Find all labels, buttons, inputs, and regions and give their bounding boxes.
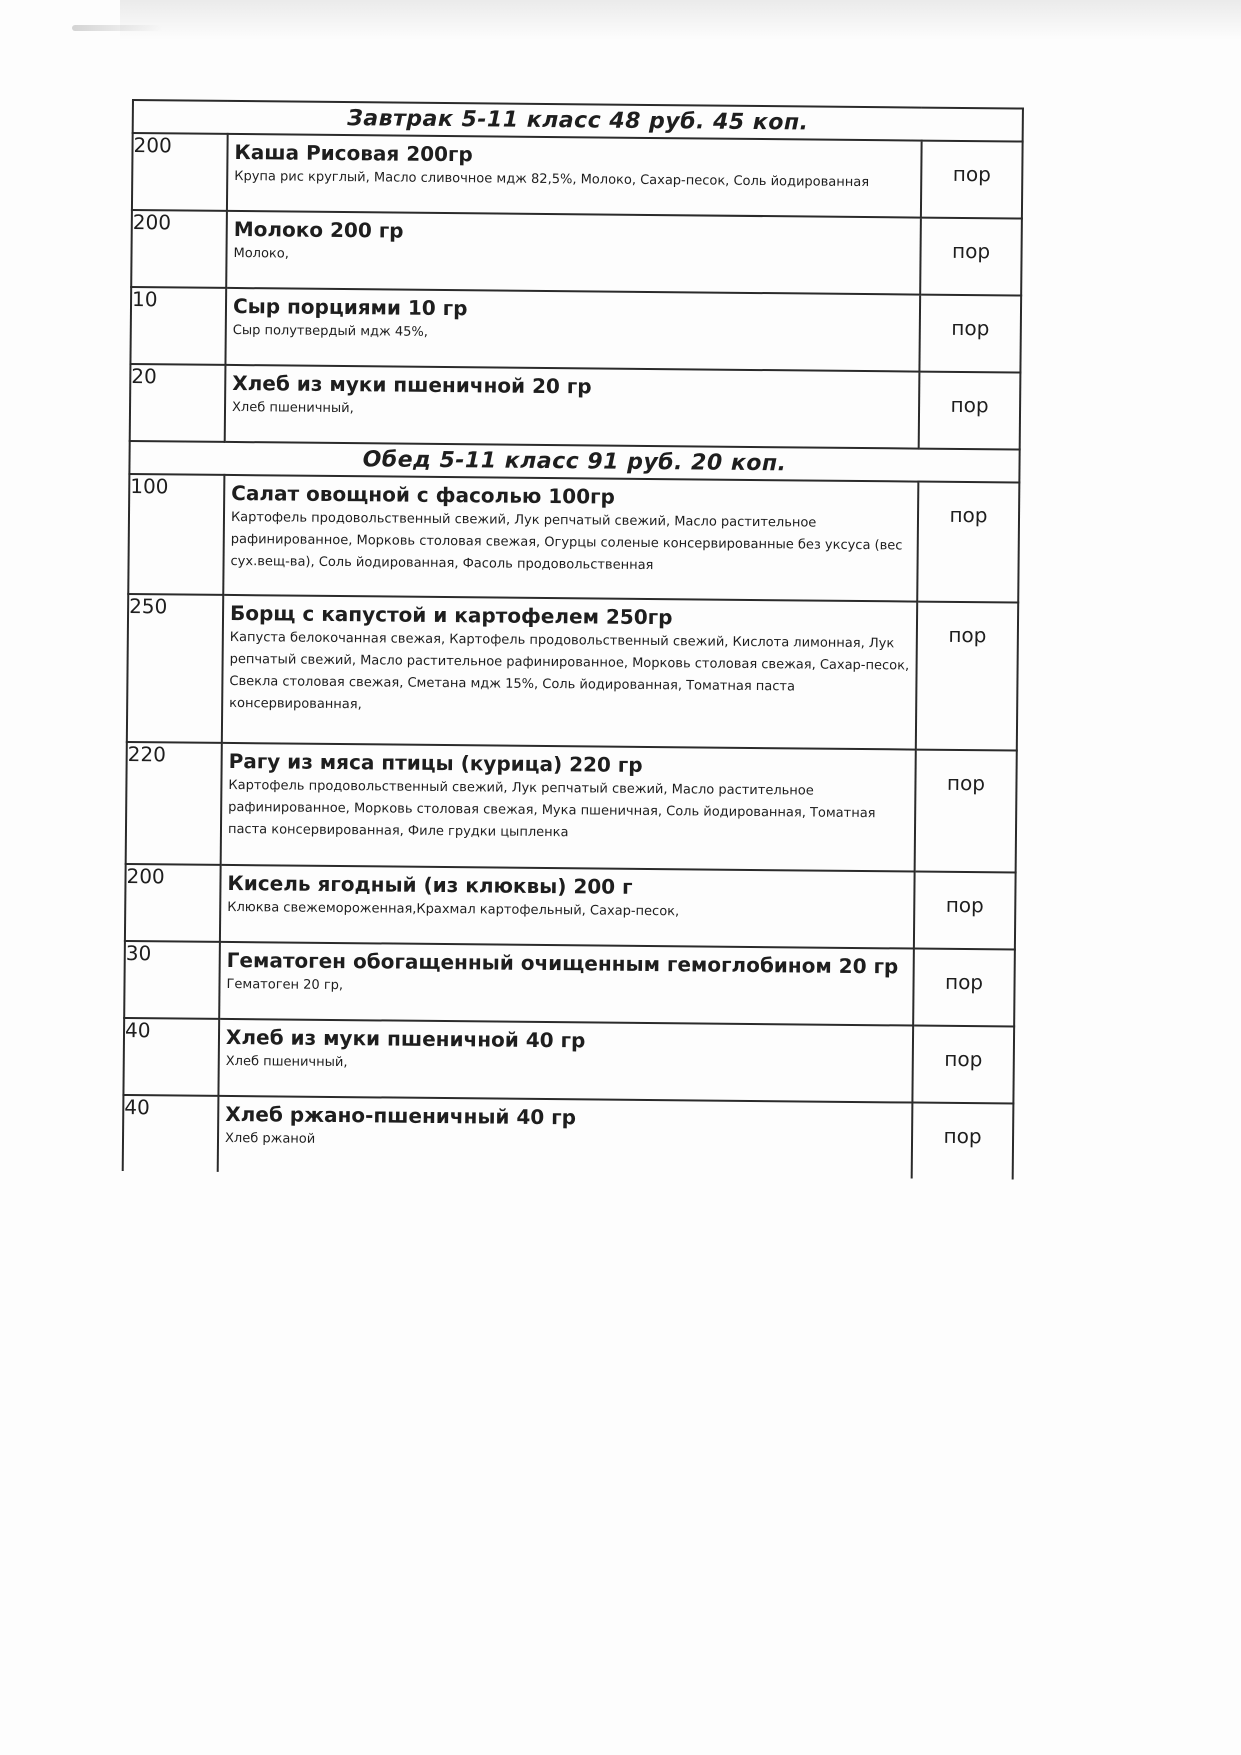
unit-label: пор [916, 602, 1018, 751]
menu-table [122, 99, 1024, 1180]
portion-size: 10 [130, 287, 226, 365]
unit-label: пор [921, 141, 1023, 219]
dish-name: Салат овощной с фасолью 100гр [231, 480, 615, 509]
table-row [130, 364, 1021, 450]
dish-composition: Гематоген 20 гр, [226, 976, 344, 994]
dish-composition: Хлеб пшеничный, [231, 399, 354, 417]
portion-size: 220 [126, 742, 222, 865]
dish-cell [223, 475, 918, 602]
table-row [125, 864, 1016, 950]
table-row [127, 594, 1018, 751]
unit-label: пор [915, 750, 1017, 873]
dish-name: Каша Рисовая 200гр [234, 139, 473, 167]
portion-size: 200 [125, 864, 221, 942]
dish-cell [225, 288, 920, 372]
scan-shadow [120, 0, 1241, 40]
dish-cell [220, 865, 915, 949]
lunch-section-title: Обед 5-11 класс 91 руб. 20 коп. [129, 441, 1019, 483]
portion-size: 40 [123, 1095, 219, 1172]
portion-size: 250 [127, 594, 223, 743]
dish-name: Хлеб из муки пшеничной 20 гр [232, 370, 592, 399]
unit-label: пор [917, 482, 1019, 603]
unit-label: пор [913, 949, 1015, 1027]
table-row [126, 742, 1017, 873]
dish-cell [222, 595, 917, 750]
unit-label: пор [912, 1103, 1014, 1180]
dish-name: Кисель ягодный (из клюквы) 200 г [227, 870, 633, 899]
portion-size: 20 [130, 364, 226, 442]
table-row [123, 1095, 1014, 1180]
dish-cell [225, 365, 920, 449]
table-row [130, 287, 1021, 373]
dish-name: Рагу из мяса птицы (курица) 220 гр [228, 748, 643, 777]
dish-composition: Хлеб пшеничный, [225, 1053, 348, 1071]
dish-composition: Картофель продовольственный свежий, Лук репчатый свежий, Масло растительное рафинированное, Морковь столовая свежая, Мука пшеничная, Соль йодированная, Томатная паста консервированная, Филе грудки цыпленка [227, 777, 876, 841]
dish-composition: Картофель продовольственный свежий, Лук репчатый свежий, Масло растительное рафинированное, Морковь столовая свежая, Огурцы соленые консервированные без уксуса (вес сух.вещ-ва), Соль йодированная, Фасоль продовольственная [230, 509, 903, 574]
menu-table-wrapper [122, 99, 1022, 1179]
portion-size: 30 [124, 941, 220, 1019]
dish-name: Борщ с капустой и картофелем 250гр [229, 600, 673, 630]
unit-label: пор [919, 372, 1021, 450]
dish-composition: Молоко, [233, 245, 289, 262]
portion-size: 100 [128, 474, 224, 595]
scan-mark [72, 25, 162, 31]
table-row [131, 210, 1022, 296]
dish-cell [226, 211, 921, 295]
breakfast-section-title: Завтрак 5-11 класс 48 руб. 45 коп. [133, 100, 1023, 142]
table-row [123, 1018, 1014, 1104]
unit-label: пор [920, 218, 1022, 296]
dish-cell [219, 942, 914, 1026]
unit-label: пор [919, 295, 1021, 373]
dish-name: Сыр порциями 10 гр [232, 293, 468, 321]
dish-composition: Крупа рис круглый, Масло сливочное мдж 82,5%, Молоко, Сахар-песок, Соль йодированная [234, 168, 870, 191]
table-row [128, 474, 1019, 603]
table-row [132, 133, 1023, 219]
dish-name: Хлеб ржано-пшеничный 40 гр [225, 1101, 577, 1130]
dish-composition: Сыр полутвердый мдж 45%, [232, 322, 429, 340]
dish-composition: Капуста белокочанная свежая, Картофель продовольственный свежий, Кислота лимонная, Лук репчатый свежий, Масло растительное рафинированное, Морковь столовая свежая, Сахар-песок, Свекла столовая свежая, Сметана мдж 15%, Соль йодированная, Томатная паста консервированная, [229, 629, 910, 713]
dish-cell [218, 1096, 913, 1179]
dish-name: Молоко 200 гр [233, 216, 404, 243]
dish-cell [227, 134, 922, 218]
dish-cell [218, 1019, 913, 1103]
table-row [124, 941, 1015, 1027]
portion-size: 40 [123, 1018, 219, 1096]
dish-cell [221, 743, 916, 872]
unit-label: пор [912, 1026, 1014, 1104]
portion-size: 200 [131, 210, 227, 288]
unit-label: пор [914, 872, 1016, 950]
dish-name: Хлеб из муки пшеничной 40 гр [225, 1024, 586, 1053]
dish-composition: Клюква свежемороженная,Крахмал картофельный, Сахар-песок, [227, 899, 680, 920]
dish-composition: Хлеб ржаной [224, 1130, 316, 1147]
dish-name: Гематоген обогащенный очищенным гемоглобином 20 гр [226, 947, 899, 979]
portion-size: 200 [132, 133, 228, 211]
